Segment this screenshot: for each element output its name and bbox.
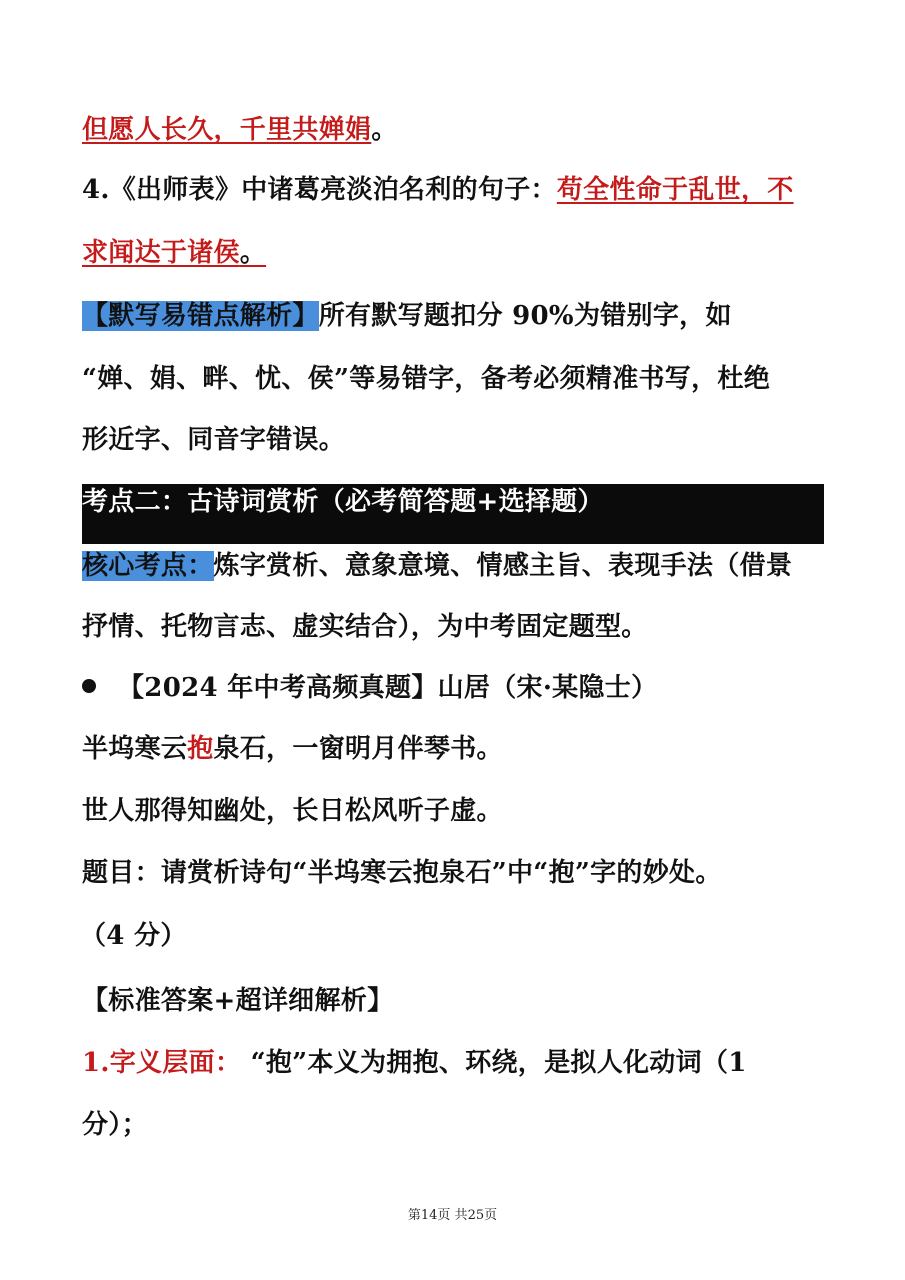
poem-text: 半坞寒云: [82, 734, 188, 764]
answer-line-1: [82, 112, 398, 148]
footer-text: 第: [407, 1208, 421, 1223]
footer-text: 页: [484, 1208, 498, 1223]
answer-red-text: 但愿人长久，千里共婵娟: [82, 115, 372, 145]
question-text: 4.《出师表》中诸葛亮淡泊名利的句子：: [82, 175, 557, 205]
answer-point-1: [82, 1045, 747, 1081]
poem-line-2: 世人那得知幽处，长日松风听子虚。: [82, 796, 503, 826]
core-points-label: 核心考点：: [82, 551, 214, 581]
current-page-number: 14: [420, 1208, 438, 1223]
answer-red-text: 求闻达于诸侯: [82, 238, 240, 268]
question-score: （4 分）: [80, 921, 187, 951]
poem-text: 泉石，一窗明月伴琴书。: [213, 734, 503, 764]
poem-line-1: [82, 731, 503, 767]
bullet-icon: [82, 679, 96, 693]
answer-point-1-cont: 分）；: [82, 1110, 148, 1140]
body-text-line: 形近字、同音字错误。: [82, 425, 346, 455]
answer-heading: 【标准答案+超详细解析】: [82, 986, 394, 1016]
question-prompt: 题目：请赏析诗句“半坞寒云抱泉石”中“抱”字的妙处。: [82, 858, 722, 888]
answer-point-label: 1.字义层面：: [82, 1048, 242, 1078]
core-points-line: [82, 548, 792, 584]
exam-question-title: 【2024 年中考高频真题】山居（宋·某隐士）: [118, 673, 658, 703]
question-4-line: [82, 172, 794, 208]
exam-question-heading: [82, 670, 657, 706]
section-title: 考点二：古诗词赏析（必考简答题+选择题）: [82, 487, 604, 517]
answer-point-text: “抱”本义为拥抱、环绕，是拟人化动词（1: [241, 1048, 747, 1078]
answer-line-3: [82, 235, 266, 271]
answer-red-text: 苟全性命于乱世，不: [556, 175, 794, 205]
punctuation: 。: [239, 238, 267, 268]
punctuation: 。: [371, 115, 398, 145]
highlighted-character: 抱: [187, 734, 214, 764]
body-text-line: 抒情、托物言志、虚实结合），为中考固定题型。: [82, 612, 648, 642]
page-footer: [0, 1207, 905, 1225]
error-analysis-label: 【默写易错点解析】: [82, 301, 319, 331]
body-text-line: “婵、娟、畔、忧、侯”等易错字，备考必须精准书写，杜绝: [82, 364, 771, 394]
error-analysis-text: 所有默写题扣分 90%为错别字，如: [318, 301, 732, 331]
total-pages-number: 25: [467, 1208, 485, 1223]
footer-text: 页 共: [437, 1208, 468, 1223]
core-points-text: 炼字赏析、意象意境、情感主旨、表现手法（借景: [213, 551, 793, 581]
error-analysis-line: [82, 298, 732, 334]
